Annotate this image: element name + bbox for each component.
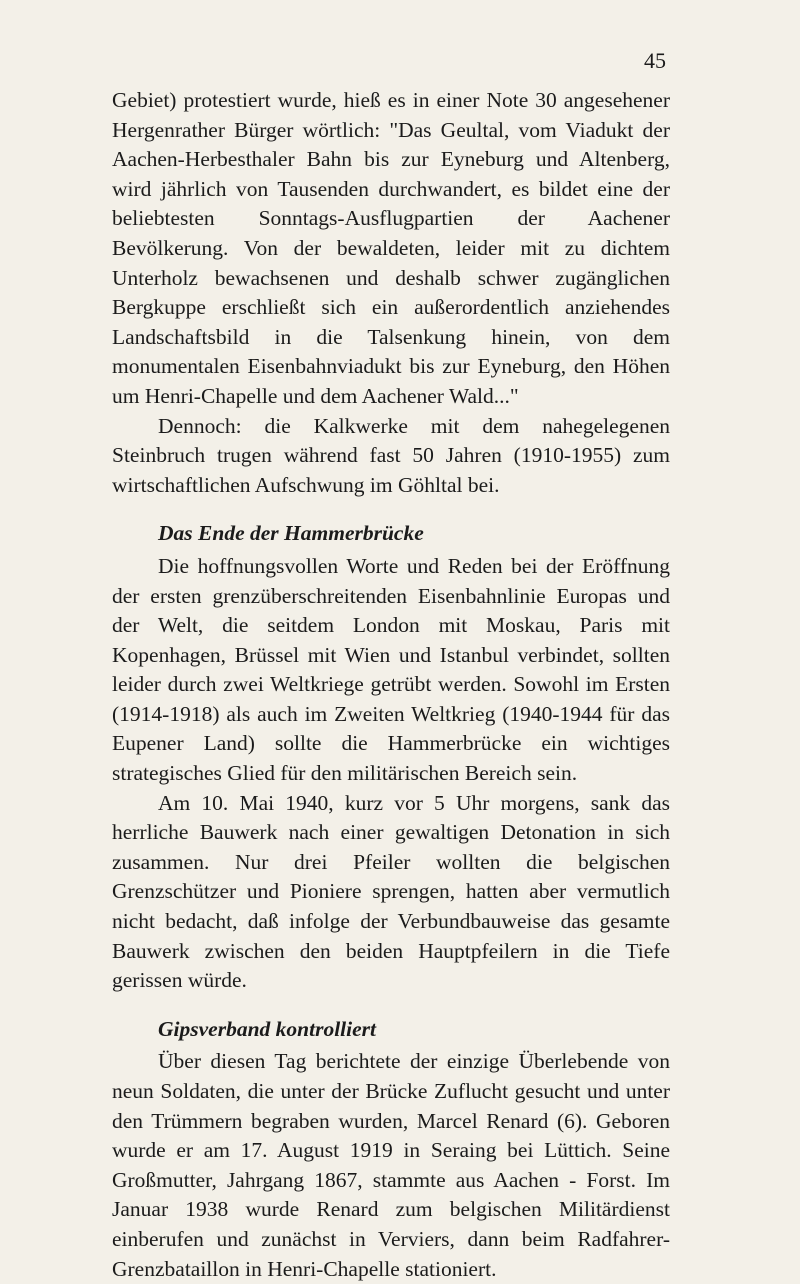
body-text	[112, 86, 670, 1284]
paragraph-renard: Über diesen Tag berichtete der einzige Überlebende von neun Soldaten, die unter der Brücke Zuflucht gesucht und unter den Trümmern begraben wurden, Marcel Renard (6). Geboren wurde er am 17. August 1919 in Seraing bei Lüttich. Seine Großmutter, Jahrgang 1867, stammte aus Aachen - Forst. Im Januar 1938 wurde Renard zum belgischen Militärdienst einberufen und zunächst in Verviers, dann beim Radfahrer-Grenzbataillon in Henri-Chapelle stationiert.	[112, 1049, 670, 1281]
paragraph-eroeffnung: Die hoffnungsvollen Worte und Reden bei der Eröffnung der ersten grenzüberschreitenden Eisenbahnlinie Europas und der Welt, die seitdem London mit Moskau, Paris mit Kopenhagen, Brüssel mit Wien und Istanbul verbindet, sollten leider durch zwei Weltkriege getrübt werden. Sowohl im Ersten (1914-1918) als auch im Zweiten Weltkrieg (1940-1944 für das Eupener Land) sollte die Hammerbrücke ein wichtiges strategisches Glied für den militärischen Bereich sein.	[112, 553, 670, 786]
page-number: 45	[644, 48, 666, 73]
paragraph-kalkwerke: Dennoch: die Kalkwerke mit dem nahegelegenen Steinbruch trugen während fast 50 Jahren (1910-1955) zum wirtschaftlichen Aufschwung im Göhltal bei.	[112, 413, 670, 497]
section-heading-gipsverband: Gipsverband kontrolliert	[158, 1016, 377, 1041]
paragraph-detonation: Am 10. Mai 1940, kurz vor 5 Uhr morgens, sank das herrliche Bauwerk nach einer gewaltigen Detonation in sich zusammen. Nur drei Pfeiler wollten die belgischen Grenzschützer und Pioniere sprengen, hatten aber vermutlich nicht bedacht, daß infolge der Verbundbauweise das gesamte Bauwerk zwischen den beiden Hauptpfeilern in die Tiefe gerissen würde.	[112, 790, 670, 993]
section-heading-hammerbruecke: Das Ende der Hammerbrücke	[158, 521, 424, 546]
paragraph-quote: Gebiet) protestiert wurde, hieß es in einer Note 30 angesehener Hergenrather Bürger wörtlich: "Das Geultal, vom Viadukt der Aachen-Herbesthaler Bahn bis zur Eyneburg und Altenberg, wird jährlich von Tausenden durchwandert, es bildet eine der beliebtesten Sonntags-Ausflugpartien der Aachener Bevölkerung. Von der bewaldeten, leider mit zu dichtem Unterholz bewachsenen und deshalb schwer zugänglichen Bergkuppe erschließt sich ein außerordentlich anziehendes Landschaftsbild in die Talsenkung hinein, von dem monumentalen Eisenbahnviadukt bis zur Eyneburg, den Höhen um Henri-Chapelle und dem Aachener Wald..."	[112, 88, 670, 408]
